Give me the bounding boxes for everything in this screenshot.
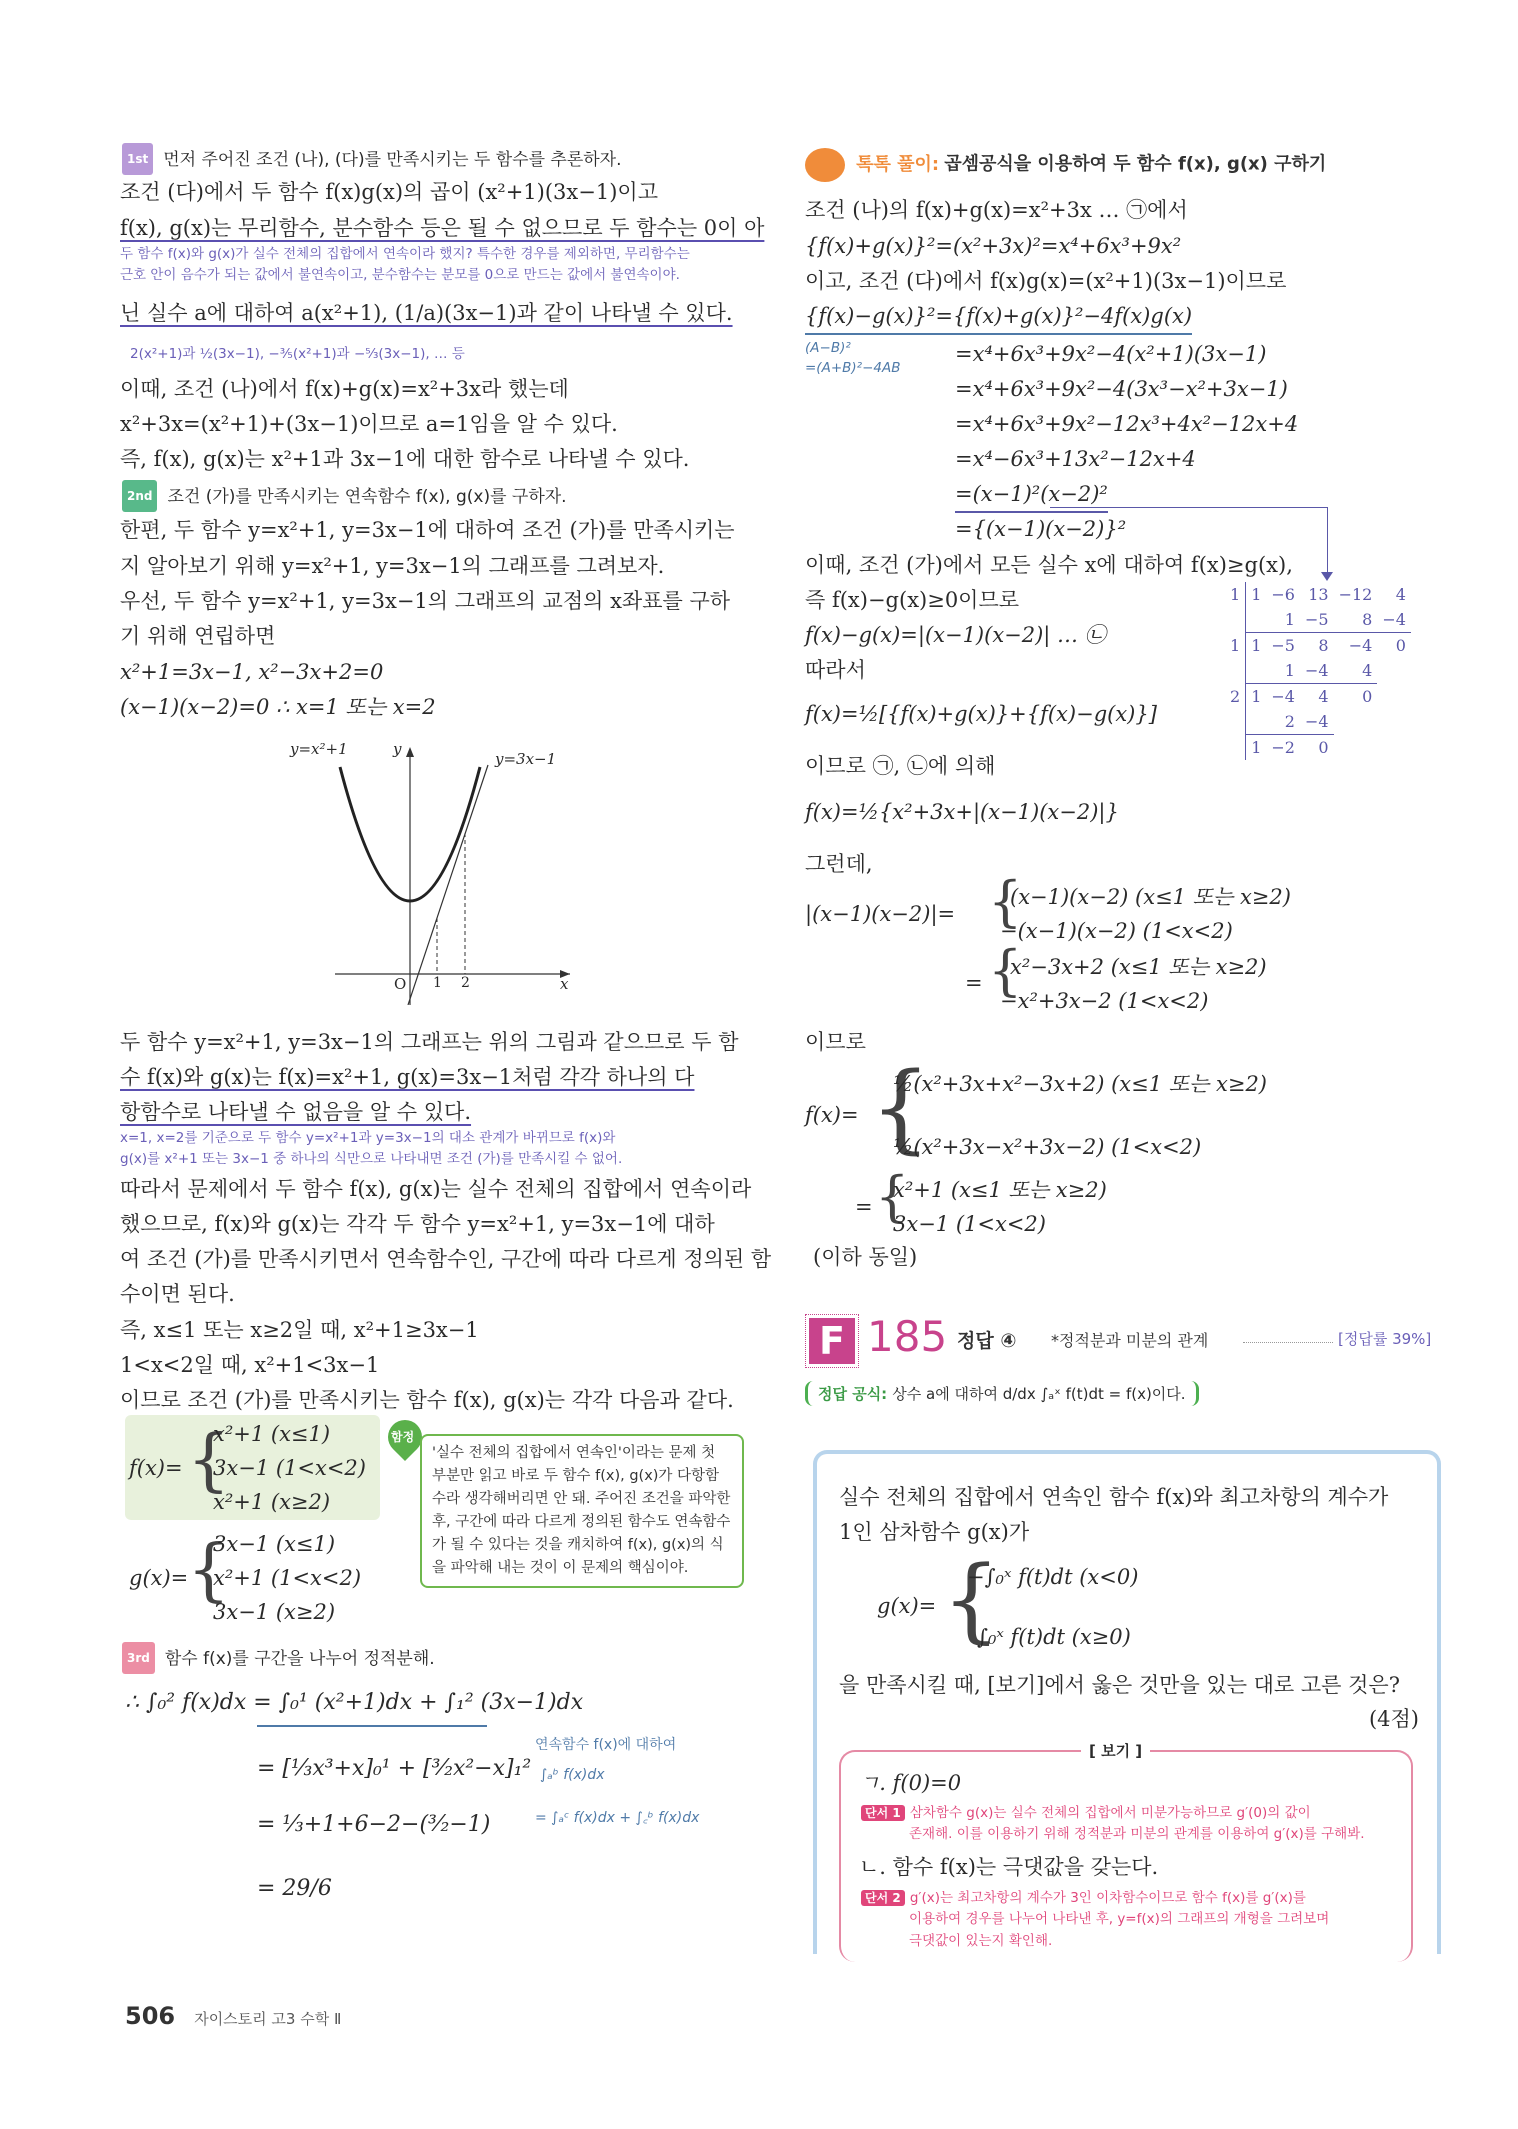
f-def-case: 3x−1 (1<x<2) xyxy=(213,1456,366,1480)
integral-result: = 29/6 xyxy=(257,1876,332,1901)
dotted-leader xyxy=(1243,1342,1333,1343)
step3-badge: 3rd xyxy=(122,1642,155,1674)
step2-after2: 수이면 된다. xyxy=(120,1282,235,1306)
trap-label: 함정 xyxy=(391,1430,415,1444)
step1-note-examples: 2(x²+1)과 ½(3x−1), −³⁄₅(x²+1)과 −⁵⁄₃(3x−1), … 등 xyxy=(130,346,465,362)
f-final-case: ½(x²+3x+x²−3x+2) (x≤1 또는 x≥2) xyxy=(893,1072,1267,1096)
synthetic-division-cell: 2 xyxy=(1225,684,1246,710)
step1-line: x²+3x=(x²+1)+(3x−1)이므로 a=1임을 알 수 있다. xyxy=(120,412,618,436)
synthetic-division-cell: −4 xyxy=(1334,633,1378,659)
right-line: 그런데, xyxy=(805,852,873,876)
book-title: 자이스토리 고3 수학 Ⅱ xyxy=(194,2010,342,2028)
synthetic-division-cell xyxy=(1334,709,1378,735)
f-definition-box xyxy=(125,1415,380,1520)
question-points: (4점) xyxy=(1368,1707,1419,1731)
question-g-lhs: g(x)= xyxy=(877,1594,937,1618)
graph-origin: O xyxy=(394,975,407,993)
g-def-case: x²+1 (1<x<2) xyxy=(213,1566,362,1590)
brace: { xyxy=(988,939,1023,1002)
synthetic-division-cell xyxy=(1225,607,1246,633)
step1-line: f(x), g(x)는 무리함수, 분수함수 등은 될 수 없으므로 두 함수는 0이 아 xyxy=(120,216,765,240)
question-end: 을 만족시킬 때, [보기]에서 옳은 것만을 있는 대로 고른 것은? xyxy=(839,1673,1400,1697)
brace: { xyxy=(875,1165,910,1228)
right-line: 이고, 조건 (다)에서 f(x)g(x)=(x²+1)(3x−1)이므로 xyxy=(805,269,1287,293)
hint-text: 극댓값이 있는지 확인해. xyxy=(909,1933,1053,1949)
integral-line: = ⅓+1+6−2−(³⁄₂−1) xyxy=(257,1812,491,1837)
abs-eq: = xyxy=(965,971,983,995)
synthetic-division-row xyxy=(1225,684,1411,710)
right-line: f(x)=½{x²+3x+|(x−1)(x−2)|} xyxy=(805,800,1119,824)
synthetic-division-cell: −2 xyxy=(1266,735,1300,761)
question-g-case: −∫₀ˣ f(t)dt (x<0) xyxy=(967,1565,1139,1589)
expansion-line: =x⁴+6x³+9x²−12x³+4x²−12x+4 xyxy=(955,412,1299,436)
right-line: 따라서 xyxy=(805,658,866,682)
graph-tick-2: 2 xyxy=(461,975,470,991)
synthetic-division-row xyxy=(1225,607,1411,633)
synthetic-division-cell: 4 xyxy=(1300,684,1334,710)
synthetic-division-cell: −4 xyxy=(1266,684,1300,710)
synthetic-division-cell: −5 xyxy=(1304,610,1329,629)
step2-note: g(x)를 x²+1 또는 3x−1 중 하나의 식만으로 나타내면 조건 (가)를 만족시킬 수 없어. xyxy=(120,1151,623,1167)
synthetic-division-cell xyxy=(1246,709,1267,735)
synthetic-division-cell: 1 xyxy=(1225,582,1246,607)
brace: { xyxy=(187,1421,231,1500)
step2-line: 한편, 두 함수 y=x²+1, y=3x−1에 대하여 조건 (가)를 만족시키는 xyxy=(120,518,735,542)
step2-after: 수 f(x)와 g(x)는 f(x)=x²+1, g(x)=3x−1처럼 각각 하나의 다 xyxy=(120,1065,695,1089)
synthetic-division-row xyxy=(1225,735,1411,761)
synthetic-division-cell: 1 xyxy=(1284,610,1295,629)
synthetic-division-cell: 2 xyxy=(1284,712,1295,731)
bogi-item-label: ㄴ. 함수 f(x)는 극댓값을 갖는다. xyxy=(859,1855,1159,1879)
f-def-case: x²+1 (x≤1) xyxy=(213,1422,331,1446)
hint-text: 삼차함수 g(x)는 실수 전체의 집합에서 미분가능하므로 g′(0)의 값이 xyxy=(909,1805,1311,1821)
formula-text: 상수 a에 대하여 d/dx ∫ₐˣ f(t)dt = f(x)이다. xyxy=(892,1385,1186,1403)
synthetic-division-cell: 0 xyxy=(1377,633,1411,659)
problem-letter-badge: F xyxy=(809,1318,855,1364)
synthetic-division-cell: 1 xyxy=(1225,633,1246,659)
right-line: {f(x)+g(x)}²=(x²+3x)²=x⁴+6x³+9x² xyxy=(805,234,1182,258)
page-footer xyxy=(125,2002,341,2030)
step3-title: 함수 f(x)를 구간을 나누어 정적분해. xyxy=(164,1649,435,1669)
abs-case: −(x−1)(x−2) (1<x<2) xyxy=(1000,919,1233,943)
synthetic-division-cell: −4 xyxy=(1304,712,1329,731)
synthetic-division-cell: −6 xyxy=(1271,585,1295,604)
bogi-title: [ 보기 ] xyxy=(1081,1740,1150,1761)
question-box xyxy=(813,1450,1441,1954)
graph-axis-x: x xyxy=(560,975,569,993)
f-final-eq: = xyxy=(855,1195,873,1219)
bogi-box xyxy=(839,1742,1413,1962)
synthetic-division-cell: −4 xyxy=(1304,661,1329,680)
g-def-lhs: g(x)= xyxy=(129,1566,189,1590)
step2-after2: 1<x<2일 때, x²+1<3x−1 xyxy=(120,1353,380,1377)
problem-number: 185 xyxy=(867,1312,948,1361)
synthetic-division-cell: 4 xyxy=(1395,585,1406,604)
step2-after2: 이므로 조건 (가)를 만족시키는 함수 f(x), g(x)는 각각 다음과 같다. xyxy=(120,1388,734,1412)
synthetic-division-cell: 4 xyxy=(1362,661,1373,680)
brace: { xyxy=(870,1052,932,1164)
step2-line: 기 위해 연립하면 xyxy=(120,624,276,648)
bogi-item-label: ㄱ. f(0)=0 xyxy=(859,1771,962,1795)
correct-rate: [정답률 39%] xyxy=(1338,1330,1432,1348)
toktok-heading xyxy=(805,148,1326,182)
step1-line: 즉, f(x), g(x)는 x²+1과 3x−1에 대한 함수로 나타낼 수 있다. xyxy=(120,447,690,471)
right-line: f(x)=½[{f(x)+g(x)}+{f(x)−g(x)}] xyxy=(805,702,1157,726)
integral-side-note: = ∫ₐᶜ f(x)dx + ∫꜀ᵇ f(x)dx xyxy=(535,1810,700,1826)
expansion-line: =x⁴−6x³+13x²−12x+4 xyxy=(955,447,1196,471)
synthetic-division-cell: 8 xyxy=(1300,633,1334,659)
right-line: {f(x)−g(x)}²={f(x)+g(x)}²−4f(x)g(x) xyxy=(805,299,1192,335)
hint-text: 이용하여 경우를 나누어 나타낸 후, y=f(x)의 그래프의 개형을 그려보며 xyxy=(909,1911,1330,1927)
brace: { xyxy=(942,1546,1001,1653)
graph-label-line: y=3x−1 xyxy=(495,750,557,768)
identity-note: (A−B)² xyxy=(805,340,851,356)
g-definition xyxy=(125,1525,380,1630)
integral-underline xyxy=(257,1725,487,1727)
synthetic-division-cell xyxy=(1246,607,1267,633)
f-final-case: 3x−1 (1<x<2) xyxy=(893,1212,1046,1236)
synthetic-division-cell: 1 xyxy=(1284,661,1295,680)
integral-side-note: 연속함수 f(x)에 대하여 xyxy=(535,1737,677,1753)
synthetic-division-cell: 1 xyxy=(1246,684,1267,710)
expansion-line: =x⁴+6x³+9x²−4(x²+1)(3x−1) xyxy=(955,342,1267,366)
f-def-case: x²+1 (x≥2) xyxy=(213,1490,331,1514)
right-line: 이므로 ㉠, ㉡에 의해 xyxy=(805,754,996,778)
hint-text: 존재해. 이를 이용하기 위해 정적분과 미분의 관계를 이용하여 g′(x)를 구해봐. xyxy=(909,1826,1365,1842)
synthetic-division-cell: 1 xyxy=(1251,585,1262,604)
synthetic-division-cell xyxy=(1377,658,1411,684)
step2-after: 두 함수 y=x²+1, y=3x−1의 그래프는 위의 그림과 같으므로 두 함 xyxy=(120,1030,739,1054)
graph-label-parabola: y=x²+1 xyxy=(290,740,348,758)
synthetic-division-cell xyxy=(1246,658,1267,684)
synthetic-division-row xyxy=(1225,633,1411,659)
step1-note: 근호 안이 음수가 되는 값에서 불연속이고, 분수함수는 분모를 0으로 만드는 값에서 불연속이야. xyxy=(120,267,680,283)
synthetic-division-cell xyxy=(1377,684,1411,710)
hint-text: g′(x)는 최고차항의 계수가 3인 이차함수이므로 함수 f(x)를 g′(x)를 xyxy=(909,1890,1306,1906)
brace: { xyxy=(187,1531,231,1610)
identity-note: =(A+B)²−4AB xyxy=(805,360,901,376)
synthetic-division-row xyxy=(1225,582,1411,607)
brace: { xyxy=(988,870,1023,933)
synthetic-division xyxy=(1225,582,1411,760)
synthetic-division-cell: 0 xyxy=(1334,684,1378,710)
same-below: (이하 동일) xyxy=(813,1245,918,1269)
step2-title: 조건 (가)를 만족시키는 연속함수 f(x), g(x)를 구하자. xyxy=(167,487,567,507)
step2-after: 항함수로 나타낼 수 없음을 알 수 있다. xyxy=(120,1100,472,1124)
synthetic-division-cell xyxy=(1334,735,1378,761)
synthetic-division-cell: 0 xyxy=(1300,735,1334,761)
synthetic-division-cell: 8 xyxy=(1362,610,1373,629)
expansion-line: =x⁴+6x³+9x²−4(3x³−x²+3x−1) xyxy=(955,377,1288,401)
imeuro: 이므로 xyxy=(805,1030,866,1054)
f-final-case: ½(x²+3x−x²+3x−2) (1<x<2) xyxy=(893,1135,1202,1159)
hint-tag: 단서 2 xyxy=(861,1890,905,1906)
synthetic-division-cell: −5 xyxy=(1266,633,1300,659)
synthetic-division-cell xyxy=(1377,735,1411,761)
abs-def-lhs: |(x−1)(x−2)|= xyxy=(805,902,956,926)
step1-heading xyxy=(122,143,622,175)
integral-line: ∴ ∫₀² f(x)dx = ∫₀¹ (x²+1)dx + ∫₁² (3x−1)dx xyxy=(125,1690,584,1715)
step2-line: 우선, 두 함수 y=x²+1, y=3x−1의 그래프의 교점의 x좌표를 구하 xyxy=(120,589,731,613)
step2-equation: (x−1)(x−2)=0 ∴ x=1 또는 x=2 xyxy=(120,695,436,719)
question-g-case: ∫₀ˣ f(t)dt (x≥0) xyxy=(977,1625,1131,1649)
abs-case: x²−3x+2 (x≤1 또는 x≥2) xyxy=(1010,955,1267,979)
question-line: 실수 전체의 집합에서 연속인 함수 f(x)와 최고차항의 계수가 xyxy=(839,1485,1389,1509)
synthetic-division-cell: 1 xyxy=(1246,633,1267,659)
step2-after2: 따라서 문제에서 두 함수 f(x), g(x)는 실수 전체의 집합에서 연속이라 xyxy=(120,1177,752,1201)
page-number: 506 xyxy=(125,2002,176,2030)
step1-badge: 1st xyxy=(122,143,153,175)
synthetic-division-cell: 13 xyxy=(1308,585,1329,604)
g-def-case: 3x−1 (x≥2) xyxy=(213,1600,336,1624)
synthetic-division-row xyxy=(1225,658,1411,684)
answer-label: 정답 ④ xyxy=(957,1330,1017,1352)
parabola-line-graph xyxy=(270,735,570,1005)
step2-badge: 2nd xyxy=(122,480,157,512)
abs-case: (x−1)(x−2) (x≤1 또는 x≥2) xyxy=(1010,885,1291,909)
synthetic-division-cell xyxy=(1225,658,1246,684)
step2-equation: x²+1=3x−1, x²−3x+2=0 xyxy=(120,660,384,684)
step2-note: x=1, x=2를 기준으로 두 함수 y=x²+1과 y=3x−1의 대소 관계가 바뀌므로 f(x)와 xyxy=(120,1130,616,1146)
step2-after2: 즉, x≤1 또는 x≥2일 때, x²+1≥3x−1 xyxy=(120,1318,479,1342)
step1-line: 조건 (다)에서 두 함수 f(x)g(x)의 곱이 (x²+1)(3x−1)이고 xyxy=(120,180,658,204)
graph-figure xyxy=(270,735,570,1005)
answer-formula xyxy=(805,1381,1199,1406)
expansion-line: =(x−1)²(x−2)² xyxy=(955,477,1108,513)
step1-title: 먼저 주어진 조건 (나), (다)를 만족시키는 두 함수를 추론하자. xyxy=(163,150,622,170)
integral-line: = [⅓x³+x]₀¹ + [³⁄₂x²−x]₁² xyxy=(257,1756,532,1781)
g-def-case: 3x−1 (x≤1) xyxy=(213,1532,336,1556)
synthetic-division-cell: −4 xyxy=(1382,610,1406,629)
right-line: 이때, 조건 (가)에서 모든 실수 x에 대하여 f(x)≥g(x), xyxy=(805,553,1293,577)
synthetic-division-cell xyxy=(1377,709,1411,735)
synthetic-division-cell xyxy=(1225,709,1246,735)
toktok-label: 톡톡 풀이: xyxy=(856,153,940,175)
abs-case: −x²+3x−2 (1<x<2) xyxy=(1000,989,1209,1013)
right-line: f(x)−g(x)=|(x−1)(x−2)| … ㉡ xyxy=(805,623,1106,647)
arrow-down-icon xyxy=(1321,572,1333,581)
expansion-line: ={(x−1)(x−2)}² xyxy=(955,517,1127,541)
step2-line: 지 알아보기 위해 y=x²+1, y=3x−1의 그래프를 그려보자. xyxy=(120,554,665,578)
f-def-lhs: f(x)= xyxy=(129,1456,183,1480)
magic-wand-icon xyxy=(805,148,845,182)
f-final-lhs: f(x)= xyxy=(805,1103,859,1127)
right-line: 즉 f(x)−g(x)≥0이므로 xyxy=(805,588,1020,612)
problem-topic: *정적분과 미분의 관계 xyxy=(1051,1331,1209,1350)
synthetic-division-row xyxy=(1225,709,1411,735)
toktok-title: 곱셈공식을 이용하여 두 함수 f(x), g(x) 구하기 xyxy=(944,153,1327,175)
hint-tag: 단서 1 xyxy=(861,1805,905,1821)
step2-after2: 여 조건 (가)를 만족시키면서 연속함수인, 구간에 따라 다르게 정의된 함 xyxy=(120,1247,772,1271)
graph-axis-y: y xyxy=(393,740,402,758)
step3-heading xyxy=(122,1642,435,1674)
step2-heading xyxy=(122,480,567,512)
trap-callout: '실수 전체의 집합에서 연속인'이라는 문제 첫 부분만 읽고 바로 두 함수 f(x), g(x)가 다항함수라 생각해버리면 안 돼. 주어진 조건을 파악한 후, 구간에 따라 다르게 정의된 함수도 연속함수가 될 수 있다는 것을 캐치하여 f(x), g(x)의 식을 파악해 내는 것이 이 문제의 핵심이야. xyxy=(420,1434,744,1588)
step2-after2: 했으므로, f(x)와 g(x)는 각각 두 함수 y=x²+1, y=3x−1에 대하 xyxy=(120,1212,715,1236)
integral-side-note: ∫ₐᵇ f(x)dx xyxy=(540,1767,605,1783)
step1-line: 이때, 조건 (나)에서 f(x)+g(x)=x²+3x라 했는데 xyxy=(120,377,569,401)
bogi-hint xyxy=(861,1802,1311,1824)
question-line: 1인 삼차함수 g(x)가 xyxy=(839,1520,1030,1544)
synthetic-division-cell: 1 xyxy=(1246,735,1267,761)
step1-note: 두 함수 f(x)와 g(x)가 실수 전체의 집합에서 연속이라 했지? 특수한 경우를 제외하면, 무리함수는 xyxy=(120,246,690,262)
f-final-case: x²+1 (x≤1 또는 x≥2) xyxy=(893,1178,1107,1202)
graph-tick-1: 1 xyxy=(433,975,442,991)
bogi-hint xyxy=(861,1887,1306,1909)
step1-line: 닌 실수 a에 대하여 a(x²+1), (1/a)(3x−1)과 같이 나타낼 수 있다. xyxy=(120,301,733,325)
right-line: 조건 (나)의 f(x)+g(x)=x²+3x … ㉠에서 xyxy=(805,198,1188,222)
formula-label: 정답 공식: xyxy=(818,1385,888,1403)
synthetic-division-cell: −12 xyxy=(1338,585,1373,604)
synthetic-division-cell xyxy=(1225,735,1246,761)
